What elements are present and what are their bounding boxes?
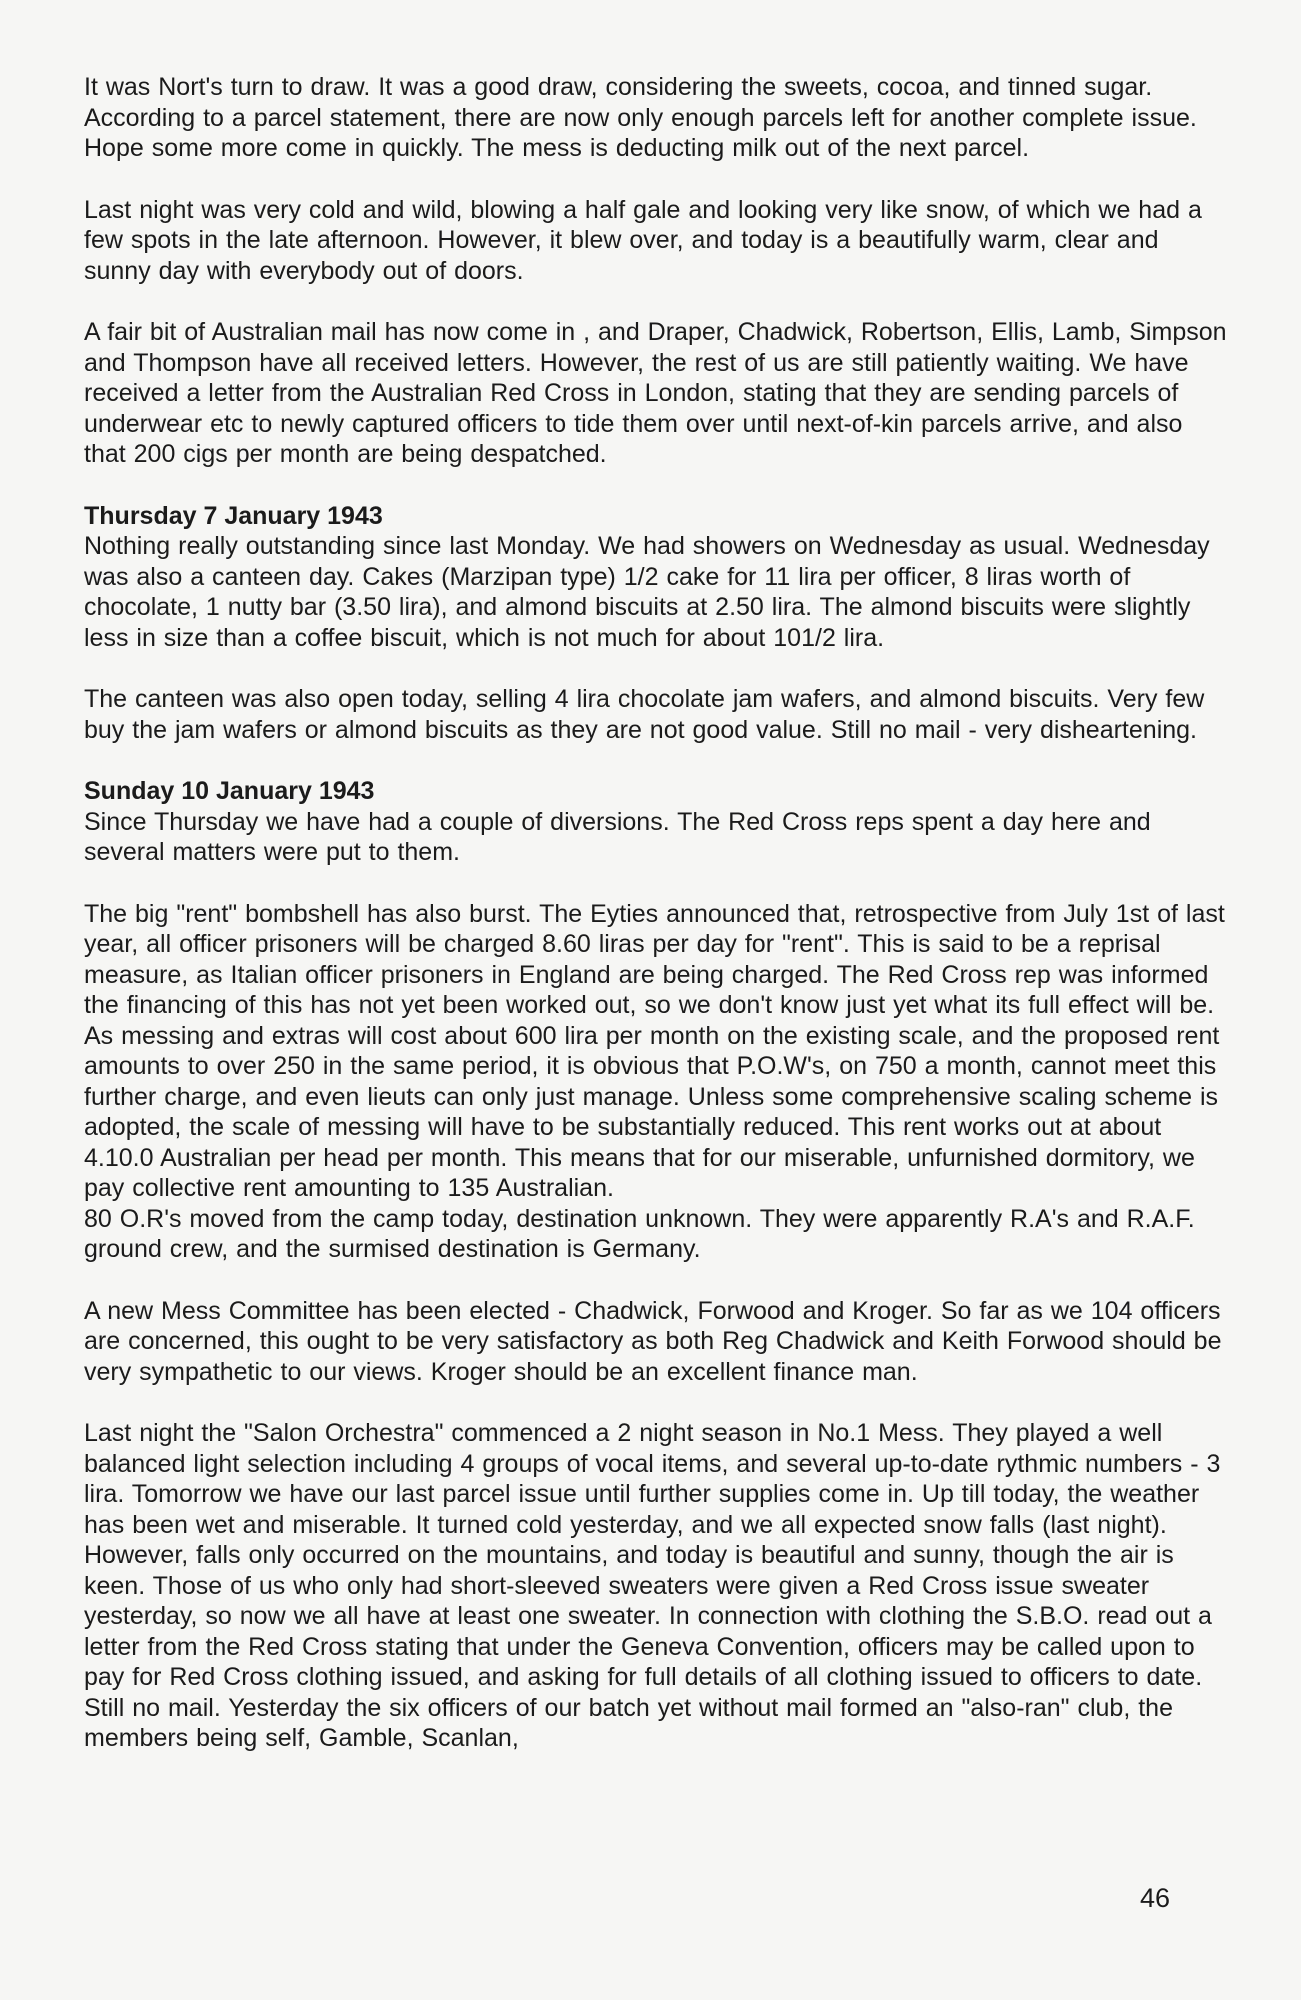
paragraph-salon-orchestra: Last night the "Salon Orchestra" commenced a 2 night season in No.1 Mess. They played a well balanced light selection including 4 groups of vocal items, and several up-to-date rythmic numbers - 3 lira. Tomorrow we have our last parcel issue until further supplies come in. Up till today, the weather has been wet and miserable. It turned cold yesterday, and we all expected snow falls (last night). However, falls only occurred on the mountains, and today is beautiful and sunny, though the air is keen. Those of us who only had short-sleeved sweaters were given a Red Cross issue sweater yesterday, so now we all have at least one sweater. In connection with clothing the S.B.O. read out a letter from the Red Cross stating that under the Geneva Convention, officers may be called upon to pay for Red Cross clothing issued, and asking for full details of all clothing issued to officers to date. Still no mail. Yesterday the six officers of our batch yet without mail formed an "also-ran" club, the members being self, Gamble, Scanlan, — [84, 1419, 1221, 1752]
paragraph-rent-bombshell: The big "rent" bombshell has also burst. The Eyties announced that, retrospective from July 1st of last year, all officer prisoners will be charged 8.60 liras per day for "rent". This is said to be a reprisal measure, as Italian officer prisoners in England are being charged. The Red Cross rep was informed the financing of this has not yet been worked out, so we don't know just yet what its full effect will be. As messing and extras will cost about 600 lira per month on the existing scale, and the proposed rent amounts to over 250 in the same period, it is obvious that P.O.W's, on 750 a month, cannot meet this further charge, and even lieuts can only just manage. Unless some comprehensive scaling scheme is adopted, the scale of messing will have to be substantially reduced. This rent works out at about 4.10.0 Australian per head per month. This means that for our miserable, unfurnished dormitory, we pay collective rent amounting to 135 Australian. — [84, 899, 1225, 1202]
paragraph-mess-committee: A new Mess Committee has been elected - Chadwick, Forwood and Kroger. So far as we 104 officers are concerned, this ought to be very satisfactory as both Reg Chadwick and Keith Forwood should be very sympathetic to our views. Kroger should be an excellent finance man. — [84, 1296, 1222, 1386]
paragraph-canteen-day: Nothing really outstanding since last Monday. We had showers on Wednesday as usual. Wednesday was also a canteen day. Cakes (Marzipan type) 1/2 cake for 11 lira per officer, 8 liras worth of chocolate, 1 nutty bar (3.50 lira), and almond biscuits at 2.50 lira. The almond biscuits were slightly less in size than a coffee biscuit, which is not much for about 101/2 lira. — [84, 532, 1210, 652]
entry-heading-sunday: Sunday 10 January 1943 — [84, 777, 375, 805]
paragraph-weather: Last night was very cold and wild, blowing a half gale and looking very like snow, of which we had a few spots in the late afternoon. However, it blew over, and today is a beautifully warm, clear and sunny day with everybody out of doors. — [84, 195, 1202, 285]
paragraph-or-moved: 80 O.R's moved from the camp today, destination unknown. They were apparently R.A's and R.A.F. ground crew, and the surmised destination is Germany. — [84, 1204, 1195, 1263]
entry-heading-thursday: Thursday 7 January 1943 — [84, 501, 383, 530]
document-body — [84, 72, 1230, 1785]
paragraph-parcel-draw: It was Nort's turn to draw. It was a good draw, considering the sweets, cocoa, and tinned sugar. According to a parcel statement, there are now only enough parcels left for another complete issue. Hope some more come in quickly. The mess is deducting milk out of the next parcel. — [84, 73, 1197, 162]
page-number: 46 — [1140, 1883, 1171, 1913]
paragraph-canteen-today: The canteen was also open today, selling 4 lira chocolate jam wafers, and almond biscuits. Very few buy the jam wafers or almond biscuits as they are not good value. Still no mail - very disheartening. — [84, 685, 1205, 744]
paragraph-australian-mail: A fair bit of Australian mail has now come in , and Draper, Chadwick, Robertson, Ellis, Lamb, Simpson and Thompson have all received letters. However, the rest of us are still patiently waiting. We have received a letter from the Australian Red Cross in London, stating that they are sending parcels of underwear etc to newly captured officers to tide them over until next-of-kin parcels arrive, and also that 200 cigs per month are being despatched. — [84, 318, 1227, 468]
paragraph-red-cross-reps: Since Thursday we have had a couple of diversions. The Red Cross reps spent a day here and several matters were put to them. — [84, 807, 1151, 866]
